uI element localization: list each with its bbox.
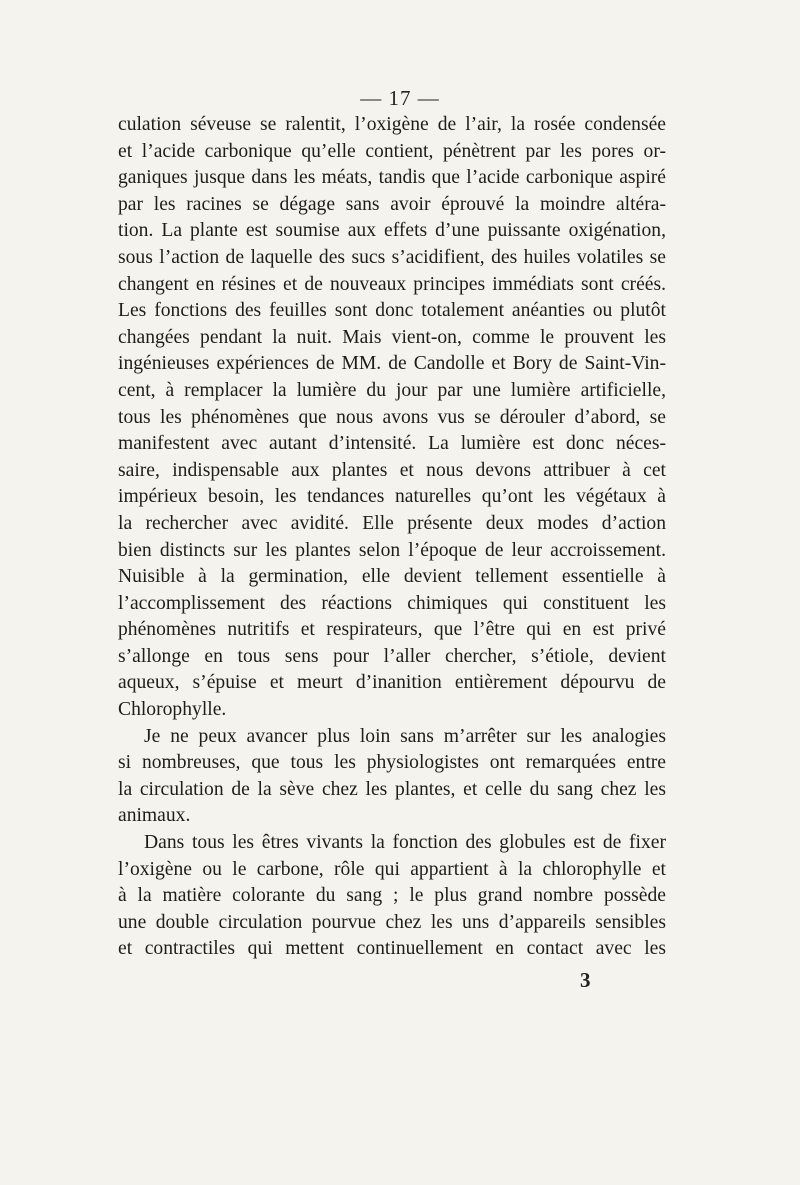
- page-body: [118, 112, 666, 963]
- text-line: aqueux, s’épuise et meurt d’inanition entièrement dépourvu de: [118, 672, 666, 694]
- paragraph-1: [118, 112, 666, 724]
- paragraph-3: [118, 830, 666, 963]
- text-line: tous les phénomènes que nous avons vus se dérouler d’abord, se: [118, 406, 666, 428]
- text-line: et l’acide carbonique qu’elle contient, pénètrent par les pores or-: [118, 140, 666, 162]
- text-line: une double circulation pourvue chez les uns d’appareils sensibles: [118, 911, 666, 933]
- text-line: la rechercher avec avidité. Elle présente deux modes d’action: [118, 512, 666, 534]
- text-line: changent en résines et de nouveaux principes immédiats sont créés.: [118, 273, 666, 295]
- text-line: bien distincts sur les plantes selon l’époque de leur accroissement.: [118, 539, 666, 561]
- text-line: à la matière colorante du sang ; le plus grand nombre possède: [118, 885, 666, 907]
- text-line: tion. La plante est soumise aux effets d’une puissante oxigénation,: [118, 220, 666, 242]
- text-line: l’accomplissement des réactions chimiques qui constituent les: [118, 592, 666, 614]
- text-line: Les fonctions des feuilles sont donc totalement anéanties ou plutôt: [118, 300, 666, 322]
- text-line: phénomènes nutritifs et respirateurs, que l’être qui en est privé: [118, 619, 666, 641]
- text-line: la circulation de la sève chez les plantes, et celle du sang chez les: [118, 778, 666, 800]
- text-line: si nombreuses, que tous les physiologistes ont remarquées entre: [118, 752, 666, 774]
- text-line: Je ne peux avancer plus loin sans m’arrêter sur les analogies: [144, 725, 666, 747]
- text-line: ingénieuses expériences de MM. de Candolle et Bory de Saint-Vin-: [118, 353, 666, 375]
- text-line: manifestent avec autant d’intensité. La lumière est donc néces-: [118, 433, 666, 455]
- text-line: changées pendant la nuit. Mais vient-on, comme le prouvent les: [118, 326, 666, 348]
- text-line: Dans tous les êtres vivants la fonction des globules est de fixer: [144, 832, 666, 854]
- text-line: s’allonge en tous sens pour l’aller chercher, s’étiole, devient: [118, 645, 666, 667]
- text-line: l’oxigène ou le carbone, rôle qui appartient à la chlorophylle et: [118, 858, 666, 880]
- text-line: ganiques jusque dans les méats, tandis que l’acide carbonique aspiré: [118, 167, 666, 189]
- text-line: culation séveuse se ralentit, l’oxigène de l’air, la rosée condensée: [118, 114, 666, 135]
- page-number: — 17 —: [360, 86, 440, 110]
- paragraph-2: [118, 724, 666, 830]
- signature-mark: 3: [580, 968, 591, 992]
- text-line: sous l’action de laquelle des sucs s’acidifient, des huiles volatiles se: [118, 246, 666, 268]
- text-line: saire, indispensable aux plantes et nous devons attribuer à cet: [118, 459, 666, 481]
- text-line: impérieux besoin, les tendances naturelles qu’ont les végétaux à: [118, 486, 666, 508]
- text-line: animaux.: [118, 805, 191, 827]
- text-line: Nuisible à la germination, elle devient tellement essentielle à: [118, 566, 666, 588]
- text-line: cent, à remplacer la lumière du jour par une lumière artificielle,: [118, 379, 666, 401]
- text-line: et contractiles qui mettent continuellement en contact avec les: [118, 938, 666, 960]
- text-line: par les racines se dégage sans avoir éprouvé la moindre altéra-: [118, 193, 666, 215]
- text-line: Chlorophylle.: [118, 699, 227, 721]
